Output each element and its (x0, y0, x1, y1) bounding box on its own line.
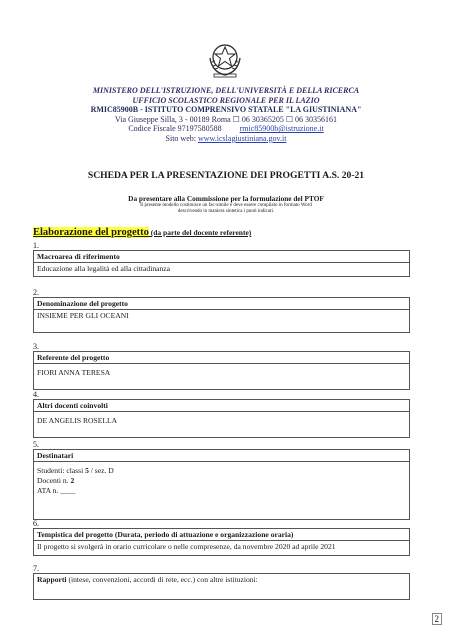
note-line-2: descrivendo in maniera sintetica i punti indicati. (177, 209, 275, 214)
fiscal-code: Codice Fiscale 97197580588 (128, 124, 222, 134)
section-number: 7. (33, 564, 39, 573)
fiscal-code-line (0, 124, 452, 134)
website-line (0, 134, 452, 144)
section-label: Denominazione del progetto (34, 298, 409, 310)
teachers-line (37, 476, 406, 486)
section-box (33, 297, 410, 333)
website-link[interactable]: www.icslagiustiniana.gov.it (197, 133, 287, 143)
section-recipients (33, 440, 410, 520)
section-box (33, 351, 410, 390)
section-relations (33, 564, 410, 600)
ministry-header (0, 86, 452, 144)
section-label: Altri docenti coinvolti (34, 400, 409, 412)
section-number: 6. (33, 519, 39, 528)
instructions-note (0, 203, 452, 215)
section-label (34, 574, 409, 585)
section-timing (33, 519, 410, 556)
elaboration-title: Elaborazione del progetto (33, 227, 149, 238)
students-line (37, 466, 406, 476)
page-number: 2 (432, 613, 443, 625)
section-value[interactable]: DE ANGELIS ROSELLA (37, 416, 118, 425)
section-referent (33, 342, 410, 390)
section-number: 2. (33, 288, 39, 297)
teachers-label: Docenti n. (37, 476, 71, 485)
section-label: Referente del progetto (34, 352, 409, 364)
ministry-name: MINISTERO DELL'ISTRUZIONE, DELL'UNIVERSITÀ E DELLA RICERCA (92, 86, 360, 95)
section-label: Destinatari (34, 450, 409, 462)
students-class: 5 (85, 466, 89, 475)
section-label: Macroarea di riferimento (34, 251, 409, 263)
section-value[interactable]: FIORI ANNA TERESA (37, 368, 111, 377)
section-other-teachers (33, 390, 410, 438)
students-section: / sez. D (88, 466, 114, 475)
school-name: RMIC85900B - ISTITUTO COMPRENSIVO STATALE "LA GIUSTINIANA" (90, 105, 362, 115)
school-address: Via Giuseppe Silla, 3 - 00189 Roma ☐ 06 30365205 ☐ 06 30356161 (114, 114, 338, 124)
note-line-1: Il presente modello costituisce un fac-simile e deve essere compilato in formato Word (140, 203, 312, 208)
section-value[interactable]: INSIEME PER GLI OCEANI (37, 311, 129, 320)
section-box (33, 573, 410, 600)
teachers-count: 2 (70, 476, 75, 485)
regional-office: UFFICIO SCOLASTICO REGIONALE PER IL LAZIO (132, 95, 320, 105)
republic-emblem-icon (206, 40, 244, 80)
section-macroarea (33, 241, 410, 277)
section-box (33, 399, 410, 438)
section-value[interactable] (34, 462, 409, 519)
section-box (33, 250, 410, 277)
section-value[interactable]: Il progetto si svolgerà in orario curricolare o nelle compresenze, da novembre 2020 ad aprile 2021 (37, 542, 336, 551)
section-number: 4. (33, 390, 39, 399)
ata-line: ATA n. ____ (37, 486, 76, 495)
students-label: Studenti: classi (37, 466, 86, 475)
elaboration-suffix: (da parte del docente referente) (148, 228, 252, 237)
relations-label: Rapporti (37, 575, 67, 584)
section-value[interactable]: Educazione alla legalità ed alla cittadinanza (37, 264, 171, 273)
relations-label-rest: (intese, convenzioni, accordi di rete, ecc.) con altre istituzioni: (66, 575, 258, 584)
section-box (33, 528, 410, 556)
section-number: 1. (33, 241, 39, 250)
section-number: 3. (33, 342, 39, 351)
email-link[interactable]: rmic85900b@istruzione.it (239, 124, 324, 134)
section-number: 5. (33, 440, 39, 449)
document-subtitle: Da presentare alla Commissione per la formulazione del PTOF (128, 194, 324, 203)
document-title: SCHEDA PER LA PRESENTAZIONE DEI PROGETTI A.S. 20-21 (87, 170, 365, 181)
section-project-name (33, 288, 410, 333)
section-value[interactable] (34, 585, 409, 599)
website-label: Sito web: (165, 133, 198, 143)
section-label: Tempistica del progetto (Durata, periodo di attuazione e organizzazione oraria) (34, 529, 409, 541)
section-box (33, 449, 410, 520)
elaboration-heading (33, 227, 251, 238)
